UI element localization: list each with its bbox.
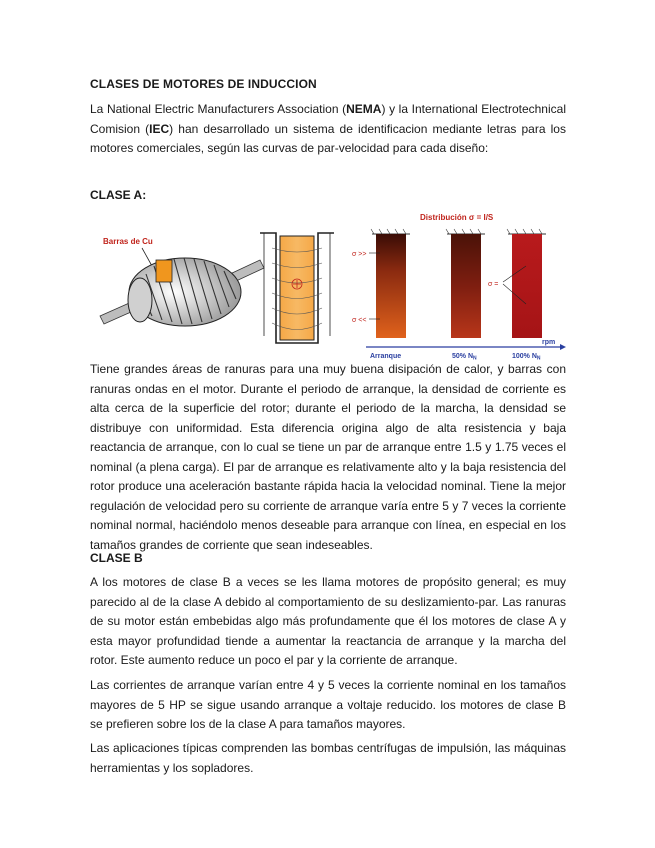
class-b-text-3: Las aplicaciones típicas comprenden las bombas centrífugas de impulsión, las máquinas herramientas y los sopladores. — [90, 741, 566, 775]
svg-text:100% NN — [512, 353, 541, 360]
svg-text:50% NN — [452, 353, 477, 360]
distribution-label: Distribución σ = I/S — [420, 213, 494, 222]
intro-paragraph — [90, 100, 566, 159]
rotor-figure — [90, 208, 566, 360]
rotor-label: Barras de Cu — [103, 237, 153, 246]
end-ring — [128, 278, 152, 322]
sigma-equal-label: σ = — [488, 281, 499, 288]
sigma-high-label: σ >> — [352, 251, 367, 258]
bar-arranque — [376, 234, 406, 338]
rpm-label: rpm — [542, 339, 556, 346]
copper-bar-highlight — [156, 260, 172, 282]
class-b-text-1: A los motores de clase B a veces se les llama motores de propósito general; es muy parecido al de la clase A debido al comportamiento de su deslizamiento-par. Las ranuras de su motor están embebidas algo más profundamente que él los motores de clase A y esta mayor profundidad tiende a aumentar la reactancia de arranque y la marcha del rotor. Este aumento reduce un poco el par y la corriente de arranque. — [90, 575, 566, 667]
slot-cross-section — [260, 233, 334, 343]
stage-100: 100% N — [512, 353, 537, 360]
intro-text-3: ) han desarrollado un sistema de identificacion mediante letras para los motores comerciales, según las curvas de par-velocidad para cada diseño: — [90, 121, 566, 155]
rotor-label-pointer — [142, 248, 152, 266]
current-distribution — [352, 213, 566, 360]
document-title: CLASES DE MOTORES DE INDUCCION — [90, 77, 317, 91]
stage-50: 50% N — [452, 353, 474, 360]
sigma-low-label: σ << — [352, 317, 367, 324]
bar-50 — [451, 234, 481, 338]
intro-text-2: ) y la International Electrotechnical Comision ( — [90, 102, 566, 136]
iec-acronym: IEC — [149, 121, 170, 136]
intro-text-1: La National Electric Manufacturers Association ( — [90, 102, 347, 116]
class-a-text: Tiene grandes áreas de ranuras para una muy buena disipación de calor, y barras con ranuras ondas en el motor. Durante el periodo de arranque, la densidad de corriente es alta cerca de la superficie del rotor; durante el periodo de la marcha, la densidad se distribuye con uniformidad. Esta diferencia origina algo de alta resistencia y baja reactancia de arranque, con lo cual se tiene un par de arranque entre 1.5 y 1.75 veces el nominal (a plena carga). El par de arranque es relativamente alto y la baja resistencia del rotor produce una aceleración bastante rápida hacia la velocidad nominal. Tiene la mejor regulación de velocidad pero su corriente de arranque varía entre 5 y 7 veces la corriente nominal normal, haciéndolo menos deseable para arranque con línea, en especial en los tamaños grandes de corriente que sean indeseables. — [90, 362, 566, 552]
bar-100 — [512, 234, 542, 338]
class-b-text-2: Las corrientes de arranque varían entre 4 y 5 veces la corriente nominal en los tamaños mayores de 5 HP se sigue usando arranque a voltaje reducido. los motores de clase B se prefieren sobre los de la clase A para tamaños mayores. — [90, 678, 566, 731]
stage-arranque: Arranque — [370, 353, 402, 360]
class-b-heading: CLASE B — [90, 551, 143, 565]
stage-100-sub: N — [536, 355, 541, 360]
rotor-illustration — [100, 237, 264, 326]
class-a-heading: CLASE A: — [90, 188, 147, 202]
rotor-diagram — [90, 208, 566, 360]
stage-50-sub: N — [473, 355, 477, 360]
nema-acronym: NEMA — [346, 102, 382, 116]
